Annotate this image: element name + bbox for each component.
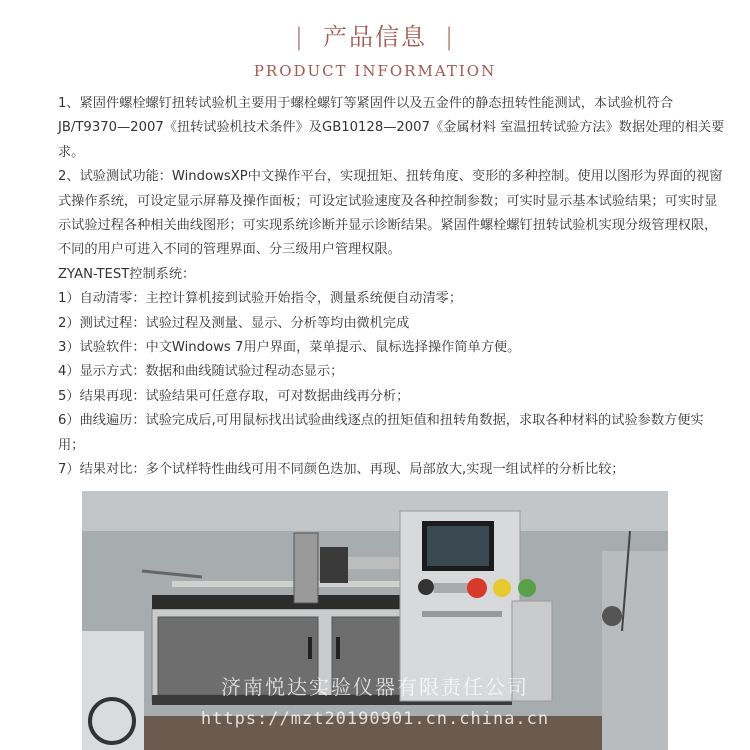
watermark-url: https://mzt20190901.cn.china.cn [200,709,550,729]
feature-test-process: 2）测试过程：试验过程及测量、显示、分析等均由微机完成 [58,315,410,331]
emergency-button-icon [467,578,487,598]
feature-result-replay: 5）结果再现：试验结果可任意存取，可对数据曲线再分析； [58,388,410,404]
feature-result-compare: 7）结果对比：多个试样特性曲线可用不同颜色迭加、再现、局部放大,实现一组试样的分析比较； [58,462,625,478]
machine-photo [82,491,668,750]
paragraph-1: 1、紧固件螺栓螺钉扭转试验机主要用于螺栓螺钉等紧固件以及五金件的静态扭转性能测试，本试验机符合JB/T9370—2007《扭转试验机技术条件》及GB10128—2007《金属材料 室温扭转试验方法》数据处理的相关要求。 [58,96,725,160]
page-title: 产品信息 [323,23,427,51]
title-divider-right: | [445,23,456,51]
feature-auto-zero: 1）自动清零：主控计算机接到试验开始指令，测量系统便自动清零； [58,291,463,307]
control-system-heading: ZYAN-TEST控制系统： [58,266,196,282]
feature-display: 4）显示方式：数据和曲线随试验过程动态显示； [58,364,344,380]
product-description [58,92,728,483]
watermark-company: 济南悦达实验仪器有限责任公司 [221,675,529,699]
paragraph-2: 2、试验测试功能：WindowsXP中文操作平台，实现扭矩、扭转角度、变形的多种控制。使用以图形为界面的视窗式操作系统，可设定显示屏幕及操作面板；可设定试验速度及各种控制参数；可实时显示基本试验结果；可实时显示试验过程各种相关曲线图形；可实现系统诊断并显示诊断结果。紧固件螺栓螺钉扭转试验机实现分级管理权限，不同的用户可进入不同的管理界面、分三级用户管理权限。 [58,169,723,258]
title-row [0,18,750,56]
page-subtitle: PRODUCT INFORMATION [253,62,497,80]
title-divider-left: | [294,23,305,51]
header [0,18,750,80]
feature-software: 3）试验软件：中文Windows 7用户界面，菜单提示、鼠标选择操作简单方便。 [58,340,521,356]
feature-curve-traverse: 6）曲线遍历：试验完成后,可用鼠标找出试验曲线逐点的扭矩值和扭转角数据，求取各种材料的试验参数方便实用； [58,413,704,453]
